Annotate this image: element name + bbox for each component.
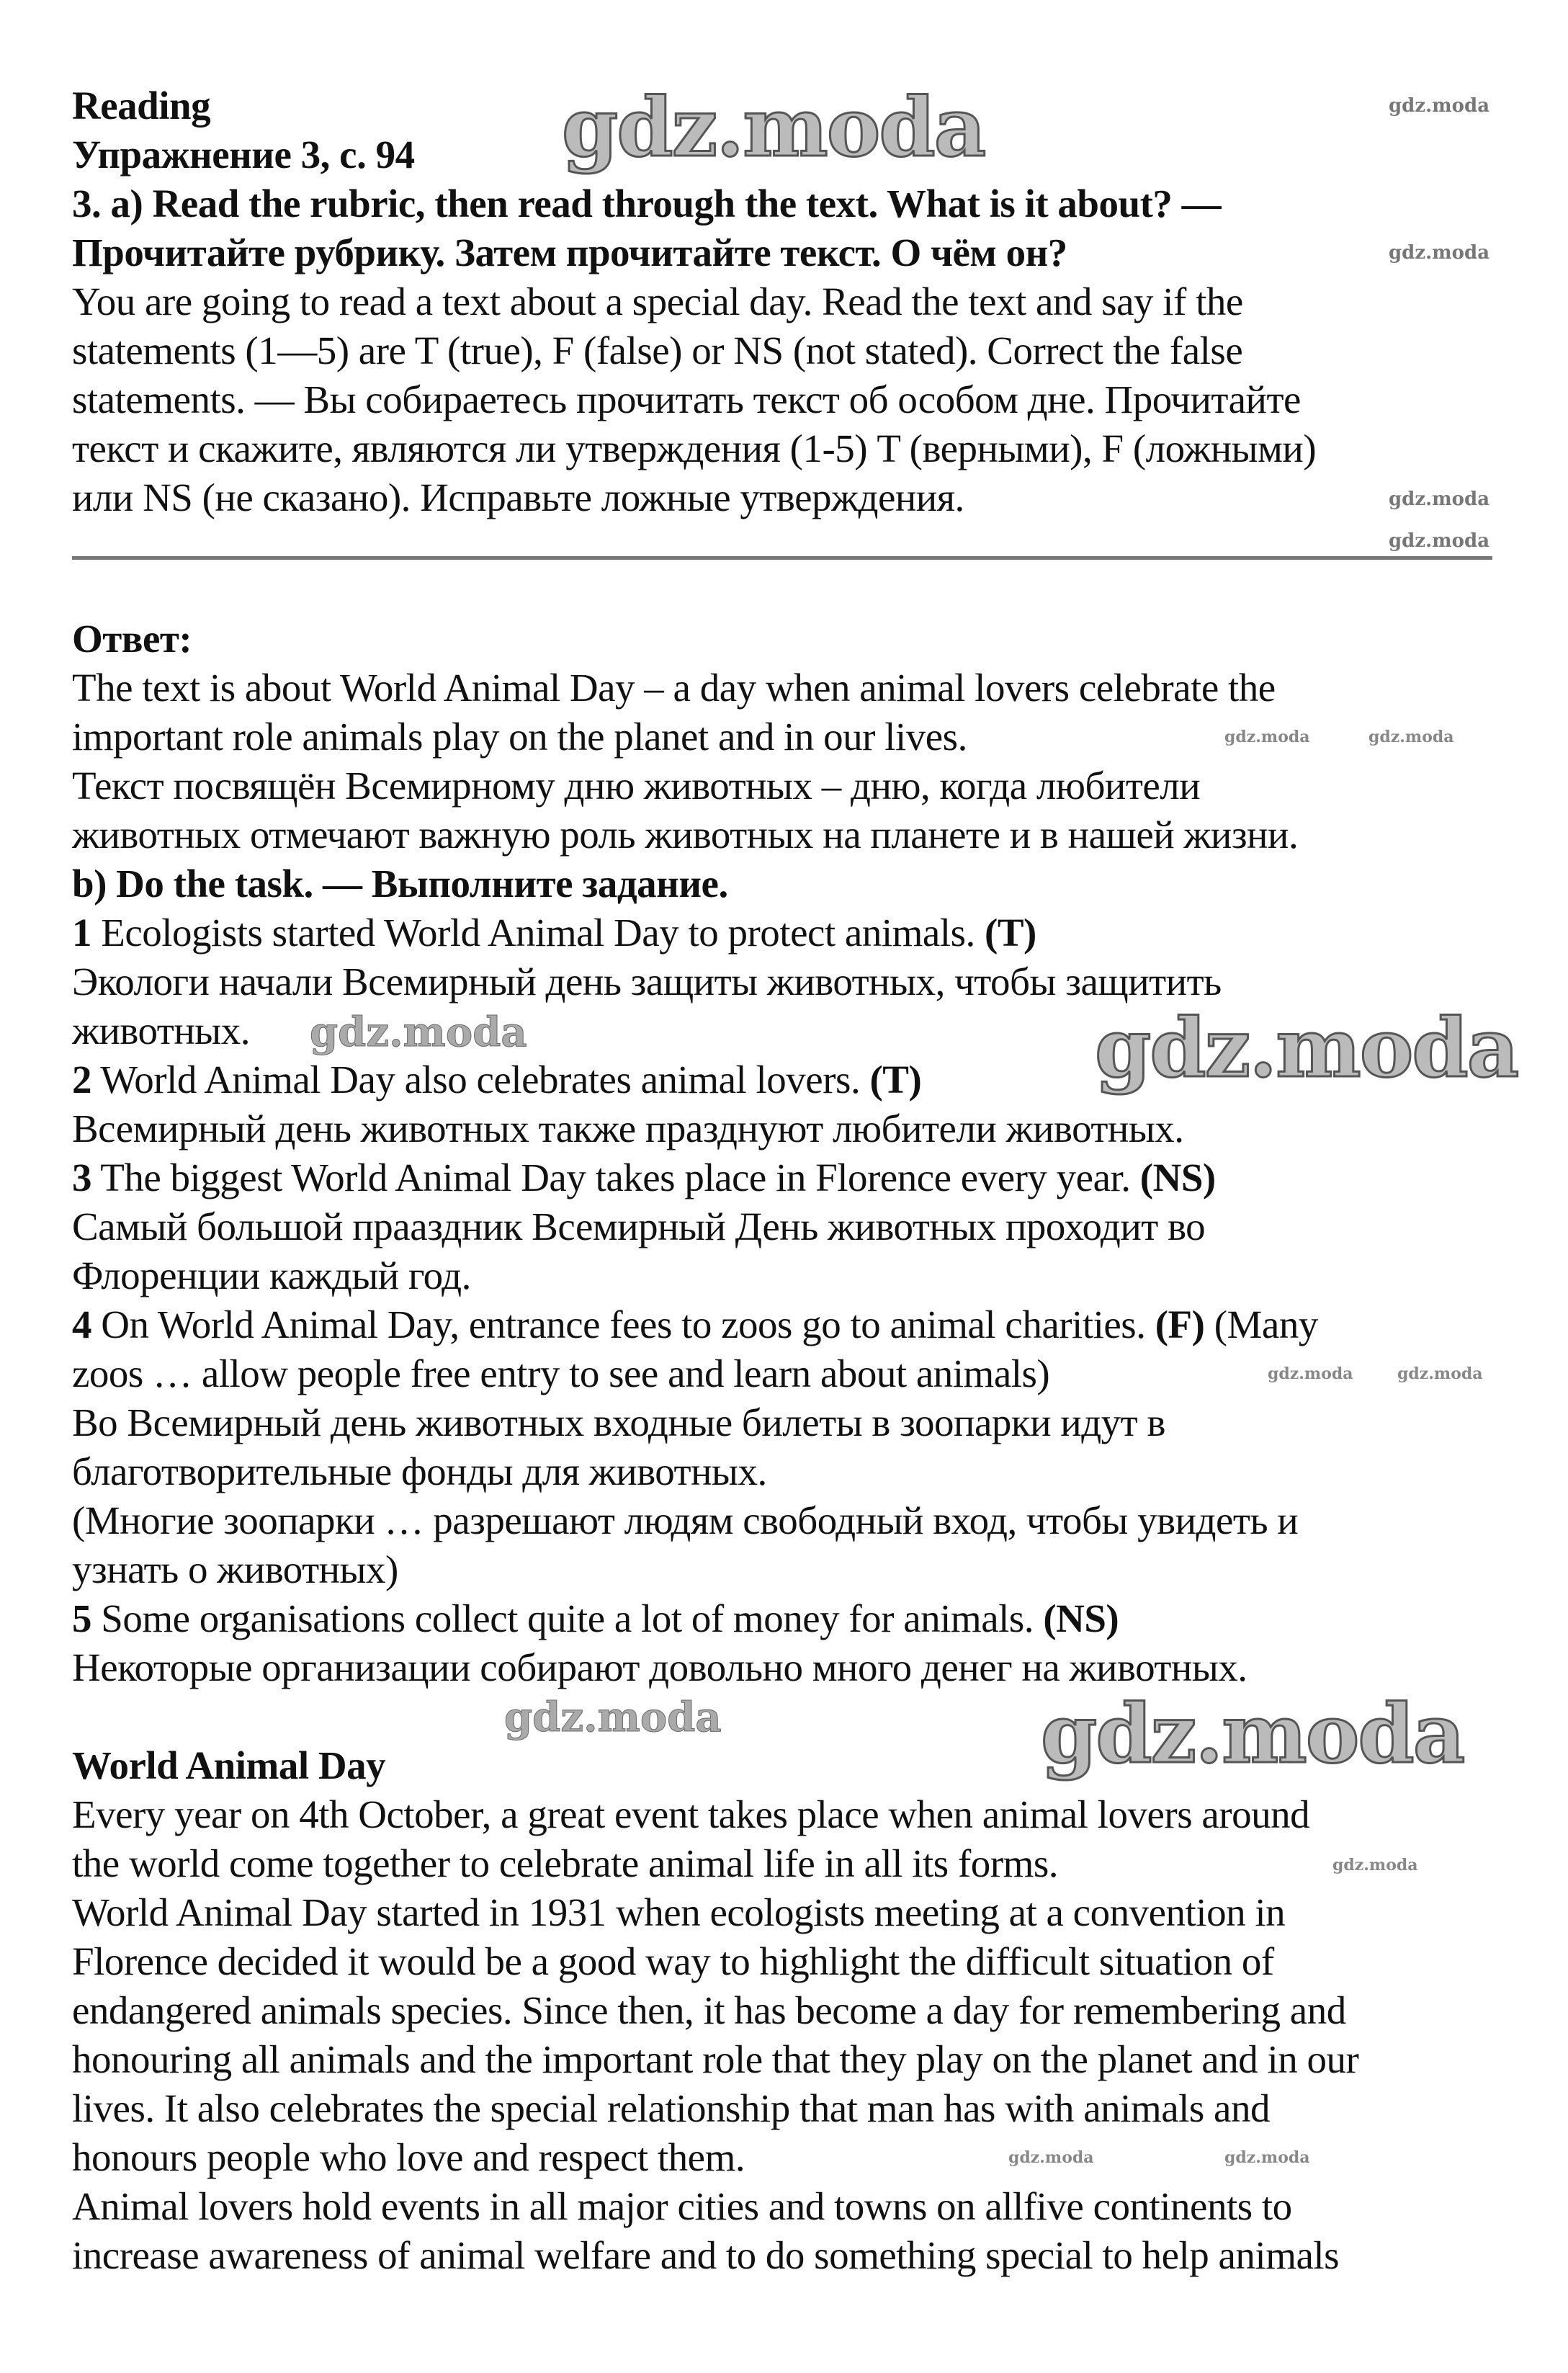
text: Animal lovers hold events in all major cities and towns on allfive continents to xyxy=(72,2184,1292,2228)
text: Всемирный день животных также празднуют любители животных. xyxy=(72,1107,1184,1150)
watermark-logo: gdz.moda xyxy=(1041,1687,1464,1782)
bold-text: (T) xyxy=(869,1058,922,1101)
text-line xyxy=(72,1888,1525,1937)
text-line xyxy=(72,228,1525,277)
text-line xyxy=(72,810,1525,859)
watermark-logo: gdz.moda xyxy=(1389,530,1490,552)
watermark-logo: gdz.moda xyxy=(310,1009,527,1056)
text: Флоренции каждый год. xyxy=(72,1253,471,1297)
text: Florence decided it would be a good way to highlight the difficult situation of xyxy=(72,1939,1274,1983)
text: zoos … allow people free entry to see and learn about animals) xyxy=(72,1351,1050,1395)
text-line xyxy=(72,179,1525,228)
text-line xyxy=(72,473,1525,522)
watermark-logo: gdz.moda xyxy=(1368,728,1454,746)
text-line xyxy=(72,1643,1525,1692)
text-line xyxy=(72,1790,1525,1839)
watermark-logo: gdz.moda xyxy=(1008,2148,1094,2167)
text-line xyxy=(72,1202,1525,1251)
bold-text: 3. a) Read the rubric, then read through the text. What is it about? — xyxy=(72,182,1222,225)
text-line xyxy=(72,1937,1525,1986)
bold-text: 4 xyxy=(72,1302,91,1346)
text-line xyxy=(72,2035,1525,2084)
bold-text: Прочитайте рубрику. Затем прочитайте текст. О чём он? xyxy=(72,231,1067,274)
watermark-logo: gdz.moda xyxy=(562,81,985,175)
text: Ecologists started World Animal Day to protect animals. xyxy=(91,911,985,955)
text: (Многие зоопарки … разрешают людям свободный вход, чтобы увидеть и xyxy=(72,1498,1299,1542)
text-line xyxy=(72,615,1525,663)
text: increase awareness of animal welfare and to do something special to help animals xyxy=(72,2233,1340,2277)
bold-text: 2 xyxy=(72,1058,91,1101)
text-line xyxy=(72,326,1525,375)
watermark-logo: gdz.moda xyxy=(1268,1364,1353,1383)
text: Текст посвящён Всемирному дню животных – дню, когда любители xyxy=(72,764,1201,808)
text: (Many xyxy=(1204,1302,1318,1346)
bold-text: Упражнение 3, с. 94 xyxy=(72,133,415,176)
text: important role animals play on the planet and in our lives. xyxy=(72,715,967,759)
text-line xyxy=(72,1496,1525,1545)
text-line xyxy=(72,424,1525,473)
text: Every year on 4th October, a great event takes place when animal lovers around xyxy=(72,1792,1310,1836)
watermark-logo: gdz.moda xyxy=(1389,488,1490,510)
text-line xyxy=(72,1986,1525,2035)
answer-section xyxy=(72,615,1525,2280)
text-line xyxy=(72,2231,1525,2280)
text: животных. xyxy=(72,1009,250,1053)
text: благотворительные фонды для животных. xyxy=(72,1449,767,1493)
watermark-logo: gdz.moda xyxy=(1095,1001,1518,1096)
bold-text: World Animal Day xyxy=(72,1743,386,1787)
text-line xyxy=(72,1545,1525,1594)
text: The biggest World Animal Day takes place in Florence every year. xyxy=(91,1156,1140,1199)
text-line xyxy=(72,2182,1525,2231)
text-line xyxy=(72,1839,1525,1888)
text-line xyxy=(72,908,1525,957)
text-line xyxy=(72,277,1525,326)
bold-text: (F) xyxy=(1155,1302,1205,1346)
text-line xyxy=(72,1153,1525,1202)
text: или NS (не сказано). Исправьте ложные утверждения. xyxy=(72,475,964,519)
text: Самый большой прааздник Всемирный День животных проходит во xyxy=(72,1205,1206,1248)
text: the world come together to celebrate animal life in all its forms. xyxy=(72,1841,1059,1885)
bold-text: (T) xyxy=(985,911,1036,955)
text: Некоторые организации собирают довольно много денег на животных. xyxy=(72,1645,1247,1689)
text: You are going to read a text about a special day. Read the text and say if the xyxy=(72,280,1243,323)
text: endangered animals species. Since then, it has become a day for remembering and xyxy=(72,1988,1346,2032)
text-line xyxy=(72,1594,1525,1643)
text-line xyxy=(72,859,1525,908)
bold-text: Reading xyxy=(72,84,211,128)
bold-text: b) Do the task. — Выполните задание. xyxy=(72,862,728,906)
bold-text: (NS) xyxy=(1139,1156,1216,1199)
text: World Animal Day also celebrates animal lovers. xyxy=(91,1058,870,1101)
bold-text: Ответ: xyxy=(72,617,192,661)
text: The text is about World Animal Day – a day when animal lovers celebrate the xyxy=(72,666,1276,710)
text: Во Всемирный день животных входные билеты в зоопарки идут в xyxy=(72,1400,1165,1444)
text-line xyxy=(72,1447,1525,1496)
text-line xyxy=(72,1251,1525,1300)
watermark-logo: gdz.moda xyxy=(504,1694,722,1741)
watermark-logo: gdz.moda xyxy=(1224,2148,1310,2167)
text: Some organisations collect quite a lot of money for animals. xyxy=(91,1596,1044,1640)
text: узнать о животных) xyxy=(72,1547,398,1591)
watermark-logo: gdz.moda xyxy=(1389,95,1490,117)
text-line xyxy=(72,1398,1525,1447)
text: statements. — Вы собираетесь прочитать текст об особом дне. Прочитайте xyxy=(72,377,1301,421)
text-line xyxy=(72,1300,1525,1349)
text-line xyxy=(72,2084,1525,2133)
text: statements (1—5) are T (true), F (false) or NS (not stated). Correct the false xyxy=(72,329,1243,372)
watermark-logo: gdz.moda xyxy=(1389,242,1490,264)
text: honours people who love and respect them. xyxy=(72,2135,745,2179)
bold-text: 5 xyxy=(72,1596,91,1640)
bold-text: (NS) xyxy=(1043,1596,1119,1640)
bold-text: 1 xyxy=(72,911,91,955)
bold-text: 3 xyxy=(72,1156,91,1199)
text: текст и скажите, являются ли утверждения (1-5) T (верными), F (ложными) xyxy=(72,426,1317,470)
text-line xyxy=(72,761,1525,810)
watermark-logo: gdz.moda xyxy=(1224,728,1310,746)
text: Экологи начали Всемирный день защиты животных, чтобы защитить xyxy=(72,960,1222,1004)
text: World Animal Day started in 1931 when ecologists meeting at a convention in xyxy=(72,1890,1286,1934)
watermark-logo: gdz.moda xyxy=(1332,1856,1418,1874)
text-line xyxy=(72,663,1525,712)
text-line xyxy=(72,957,1525,1006)
text-line xyxy=(72,1104,1525,1153)
text: honouring all animals and the important role that they play on the planet and in our xyxy=(72,2037,1359,2081)
text: животных отмечают важную роль животных на планете и в нашей жизни. xyxy=(72,813,1299,857)
divider xyxy=(72,556,1492,560)
text: On World Animal Day, entrance fees to zoos go to animal charities. xyxy=(91,1302,1155,1346)
text: lives. It also celebrates the special relationship that man has with animals and xyxy=(72,2086,1270,2130)
watermark-logo: gdz.moda xyxy=(1397,1364,1483,1383)
text-line xyxy=(72,375,1525,424)
